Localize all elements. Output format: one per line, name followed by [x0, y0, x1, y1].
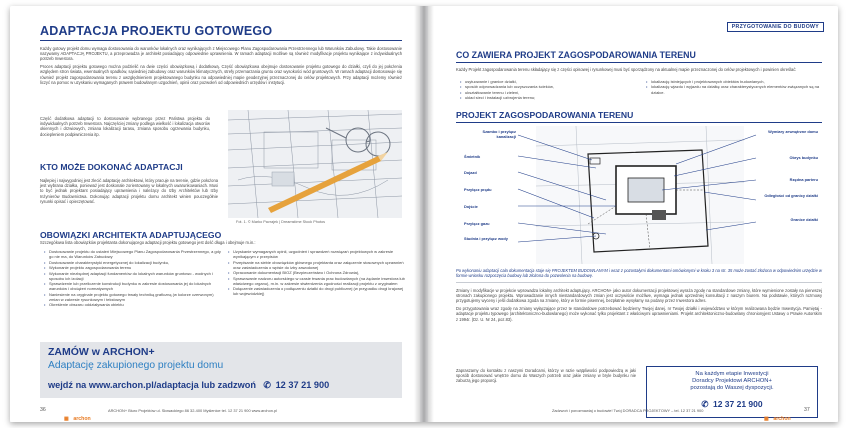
body-paragraph-2: Do przygotowania wraz zgodę na zmiany wyłączające przez te standardowe potrzebować będziemy Twojej danej. nr Twojej działki i województwo w którym realizowana będzie Inwestycja. Pamiętaj - adaptacje projektu typowego (architektoniczno-budowlanego) może wykonać tylko projektant z właściwymi uprawnieniami. Projekt architektoniczno-budowlany chronionyjest Ustawy o Prawie Autorskim z 1994r. (Dz. U. Nr 24, poz.83).	[456, 306, 822, 322]
right-page-number: 37	[804, 407, 810, 413]
contents-list-col1	[460, 79, 641, 101]
order-title: ZAMÓW w ARCHON+	[48, 346, 155, 358]
map-label-septic: Szambo i przyłącz kanalizacji	[482, 129, 516, 139]
list-item: • sposób odprowadzania lub oczyszczania ścieków,	[465, 84, 641, 89]
duties-intro: Szczegółowa lista obowiązków projektanta dokonującego adaptacji projektu gotowego jest dość długa i obejmuje m.in.:	[40, 240, 256, 245]
right-title-rule	[456, 62, 822, 63]
left-footer-address: ARCHON+ Biuro Projektów ul. Słowackiego 86 32-400 Myślenice tel. 12 37 21 900 www.archon.pl	[108, 408, 278, 413]
site-plan-map	[456, 126, 822, 264]
list-item: • Wykonanie niezbędnej adaptacji fundamentów do lokalnych warunków gruntowo - wodnych i sposobu ich izolacji	[49, 271, 223, 281]
who-title: KTO MOŻE DOKONAĆ ADAPTACJI	[40, 162, 183, 172]
right-body	[456, 288, 822, 324]
intro-paragraph-3: Część dodatkowa adaptacji to dostosowanie wybranego przez Państwa projektu do indywidualnych potrzeb Inwestora. Najczęściej zmiany podlega wielkość i lokalizacja otworów okiennych i drzwiowych, zmiana lokalizacji tarasu, zmiana sposobu ogrzewania budynku, dociepleniem podpiwniczenia itp.	[40, 116, 210, 137]
map-label-gas: Przyłącz gazu	[464, 221, 490, 226]
who-text: Najlepiej i najwygodniej jest zlecić adaptację architektowi, który pracuje na terenie, gdzie położona jest wybrana działka, ponieważ jest doskonale zorientowany w lokalnych uwarunkowaniach. Musi to być jednak projektant posiadający uprawnienia i należący do Izby Architektów lub Izby Inżynierów Budownictwa. Dokonując adaptacji projektu domu architekt winien pouczegółnie rysunki opisać i opieczętować.	[40, 178, 218, 204]
phone-icon: ✆	[263, 380, 272, 390]
left-page	[10, 6, 420, 422]
list-item: • lokalizację istniejących i projektowanych obiektów budowlanych,	[651, 79, 823, 84]
map-label-well: Studnia i przyłącz wody	[464, 236, 508, 241]
map-caption: Po wykonaniu adaptacji cała dokumentacja staje się PROJEKTEM BUDOWLANYM i wraz z pozostałymi dokumentami omówionymi w kroku 3 na str. 35 może zostać złożona w odpowiednim urzędzie w formie wniosku rozpoczęcia budowy lub złożona do pozwolenia na budowę.	[456, 268, 822, 279]
advisor-line-3: pozostają do Waszej dyspozycji.	[690, 385, 774, 391]
list-item: • Dostosowanie projektu do ustaleń Miejscowego Planu Zagospodarowania Przestrzennego, a gdy go nie ma, do Warunków Zabudowy	[49, 249, 223, 259]
map-label-dimensions: Wymiary zewnętrzne domu	[768, 129, 818, 134]
list-item: • Dołączenie zaświadczenia o podłączeniu działki do drogi publicznej (w przypadku drogi krajowej lub wojewódzkiej)	[233, 286, 407, 296]
magazine-spread	[10, 6, 838, 422]
list-item: • usytuowanie i granice działki,	[465, 79, 641, 84]
list-item: • Naniesienie na oryginale projektu gotowego trwały techniką graficzną (w kolorze czerwonym) zmian w zakresie rysunkowym i tekstowym	[49, 292, 223, 302]
construction-plans-illustration	[228, 110, 402, 218]
map-label-floor-level: Rzędna parteru	[789, 177, 818, 182]
right-footer-text: Zadzwoń i porozmawiaj o budowie! Twój DORADCA PROJEKTOWY – tel. 12 37 21 900	[552, 408, 704, 413]
construction-plans-photo	[228, 110, 402, 218]
duties-title: OBOWIĄZKI ARCHITEKTA ADAPTUJĄCEGO	[40, 230, 222, 240]
map-label-path: Dojście	[464, 204, 478, 209]
caption-rule	[456, 282, 822, 283]
right-intro: Każdy Projekt zagospodarowania terenu składający się z części opisowej i rysunkowej musi być sporządzony na aktualnej mapie przeznaczonej do celów projektowych i powinien określać:	[456, 67, 797, 72]
list-item: • Sprawdzenie lub przeliczenie konstrukcji budynku w zakresie dostosowania jej do lokalnych warunków i obciążeń normatywnych	[49, 281, 223, 291]
list-item: • ukształtowanie terenu i zieleni,	[465, 90, 641, 95]
list-item: • lokalizację wjazdu i wyjazdu na działkę oraz charakterystycznych elementów związanych są na działce.	[651, 84, 823, 94]
list-item: • Dostosowanie charakterystyki energetycznej do lokalizacji budynku,	[49, 260, 223, 265]
advisor-line-1: Na każdym etapie Inwestycji	[695, 371, 769, 377]
body-paragraph-3: Zapraszamy do kontaktu z naszymi Doradcami, którzy w razie wątpliwości podpowiedzą w jaki sposób dostosować wnętrze domu do Waszych potrzeb oraz jakie zmiany w bryle budynku nie zaburzą jego proporcji.	[456, 368, 636, 384]
order-phone: 12 37 21 900	[275, 380, 330, 390]
map-title: PROJEKT ZAGOSPODAROWANIA TERENU	[456, 110, 634, 120]
list-item: • Określenie obszaru oddziaływania obiektu	[49, 302, 223, 307]
advisor-phone: 12 37 21 900	[712, 399, 763, 409]
left-intro	[40, 46, 402, 88]
left-footer-logo	[64, 407, 91, 422]
logo-text: archon	[773, 416, 791, 422]
right-page	[428, 6, 838, 422]
intro-paragraph-1: Każdy gotowy projekt domu wymaga dostosowania do warunków lokalnych oraz wynikających z Miejscowego Planu Zagospodarowania Przestrzennego lub Warunków Zabudowy. Takie dostosowanie nazywamy ADAPTACJĄ PROJEKTU, a przeprowadza je architekt posiadający odpowiednie uprawnienia. W ramach adaptacji możliwe są również modyfikacje projektu wynikające z indywidualnych potrzeb Inwestora.	[40, 46, 402, 62]
list-item: • Przepisanie na siebie obowiązków głównego projektanta oraz załączenie stosownych uprawnień oraz zaświadczenia o wpisie do izby zawodowej	[233, 260, 407, 270]
list-item: • układ sieci i instalacji uzbrojenia terenu;	[465, 95, 641, 100]
order-box	[40, 342, 402, 398]
list-item: • Uzyskanie wymaganych opinii, uzgodnień i sprawdzeń rozwiązań projektowych w zakresie wynikającym z przepisów	[233, 249, 407, 259]
order-line: Adaptację zakupionego projektu domu	[48, 360, 224, 371]
map-label-borders: Granice działki	[790, 217, 818, 222]
duties-list-col2	[228, 249, 407, 297]
archon-logo-icon: ▦	[64, 416, 69, 422]
contents-list-col2	[646, 79, 823, 95]
logo-text: archon	[73, 416, 91, 422]
phone-icon: ✆	[701, 399, 709, 409]
list-item: • Sprawowanie nadzoru autorskiego w czasie trwania prac budowlanych (na żądanie inwestora lub właściwego organu), m.in. w zakresie stwierdzenia zgodności realizacji projektu z oryginałem	[233, 276, 407, 286]
body-paragraph-1: Zmiany i modyfikacje w projekcie wprowadza lokalny architekt adaptujący. ARCHON+ jako autor dokumentacji projektowej wyraża zgodę na standardowe zmiany, które wymienione zostały na pierwszej stronach zakupionego projektu. Wprowadzanie innych niestandardowych zmian jest oczywiście możliwe, wymaga jednak uprzedniej konsultacji z naszym biurem. Na podstawie, których rozmowy przygotujemy wyceny i jeśli dodatkowa zgoda na zmianę, który w formie pisemnej, bezpłatnie wysyłamy na podany przez Inwestora adres.	[456, 288, 822, 304]
map-label-driveway: Dojazd	[464, 170, 477, 175]
list-item: • Wykonanie projektu zagospodarowania terenu	[49, 265, 223, 270]
right-page-title: CO ZAWIERA PROJEKT ZAGOSPODAROWANIA TERENU	[456, 50, 696, 60]
order-contact	[48, 375, 329, 393]
adaptation-link[interactable]: wejdź na www.archon.pl/adaptacja lub zadzwoń	[48, 380, 256, 390]
left-page-title: ADAPTACJA PROJEKTU GOTOWEGO	[40, 24, 273, 38]
map-label-bins: Śmietnik	[464, 154, 481, 159]
map-label-outline: Obrys budynku	[789, 155, 818, 160]
archon-logo-icon: ▦	[764, 416, 769, 422]
title-rule	[40, 40, 402, 41]
list-item: • Opracowanie dokumentacji BIOZ (Bezpieczeństwo i Ochrona Zdrowia),	[233, 270, 407, 275]
map-label-distances: Odległości od granicy działki	[764, 193, 818, 198]
photo-caption: Fot. 1. © Marko Pavrajek | Dreamstime Stock Photos	[236, 220, 326, 224]
map-title-rule	[456, 122, 822, 123]
left-page-number: 36	[40, 407, 46, 413]
book-gutter	[414, 6, 434, 422]
advisor-line-2: Doradcy Projektowi ARCHON+	[692, 378, 772, 384]
right-footer-logo	[764, 407, 791, 422]
intro-paragraph-2: Proces adaptacji projektu gotowego można podzielić na dwie części obowiązkową i dodatkową. Część obowiązkowa obejmuje dostosowanie projektu gotowego do działki, czyli do jej położenia względem stron świata, ewentualnych spadków, sąsiedniej zabudowy oraz warunków klimatycznych, strefy przemarzania gruntu oraz wysokości wód gruntowych. W ramach adaptacji dostosowuje się również projekt zagospodarowania terenu z uwzględnieniem projektowanego budynku na odpowiedniej mapie geodezyjnej przeznaczonej do celów projektowych. Przy adaptacji możemy również liczyć na pomoc w uzyskaniu wymaganych prawem budowlanym uzgodnień, opinii oraz pozwoleń od odpowiednich urzędów i instytucji.	[40, 64, 402, 85]
section-tag: PRZYGOTOWANIE DO BUDOWY	[727, 22, 824, 32]
duties-list-col1	[44, 249, 223, 308]
map-label-power: Przyłącz prądu	[464, 187, 492, 192]
